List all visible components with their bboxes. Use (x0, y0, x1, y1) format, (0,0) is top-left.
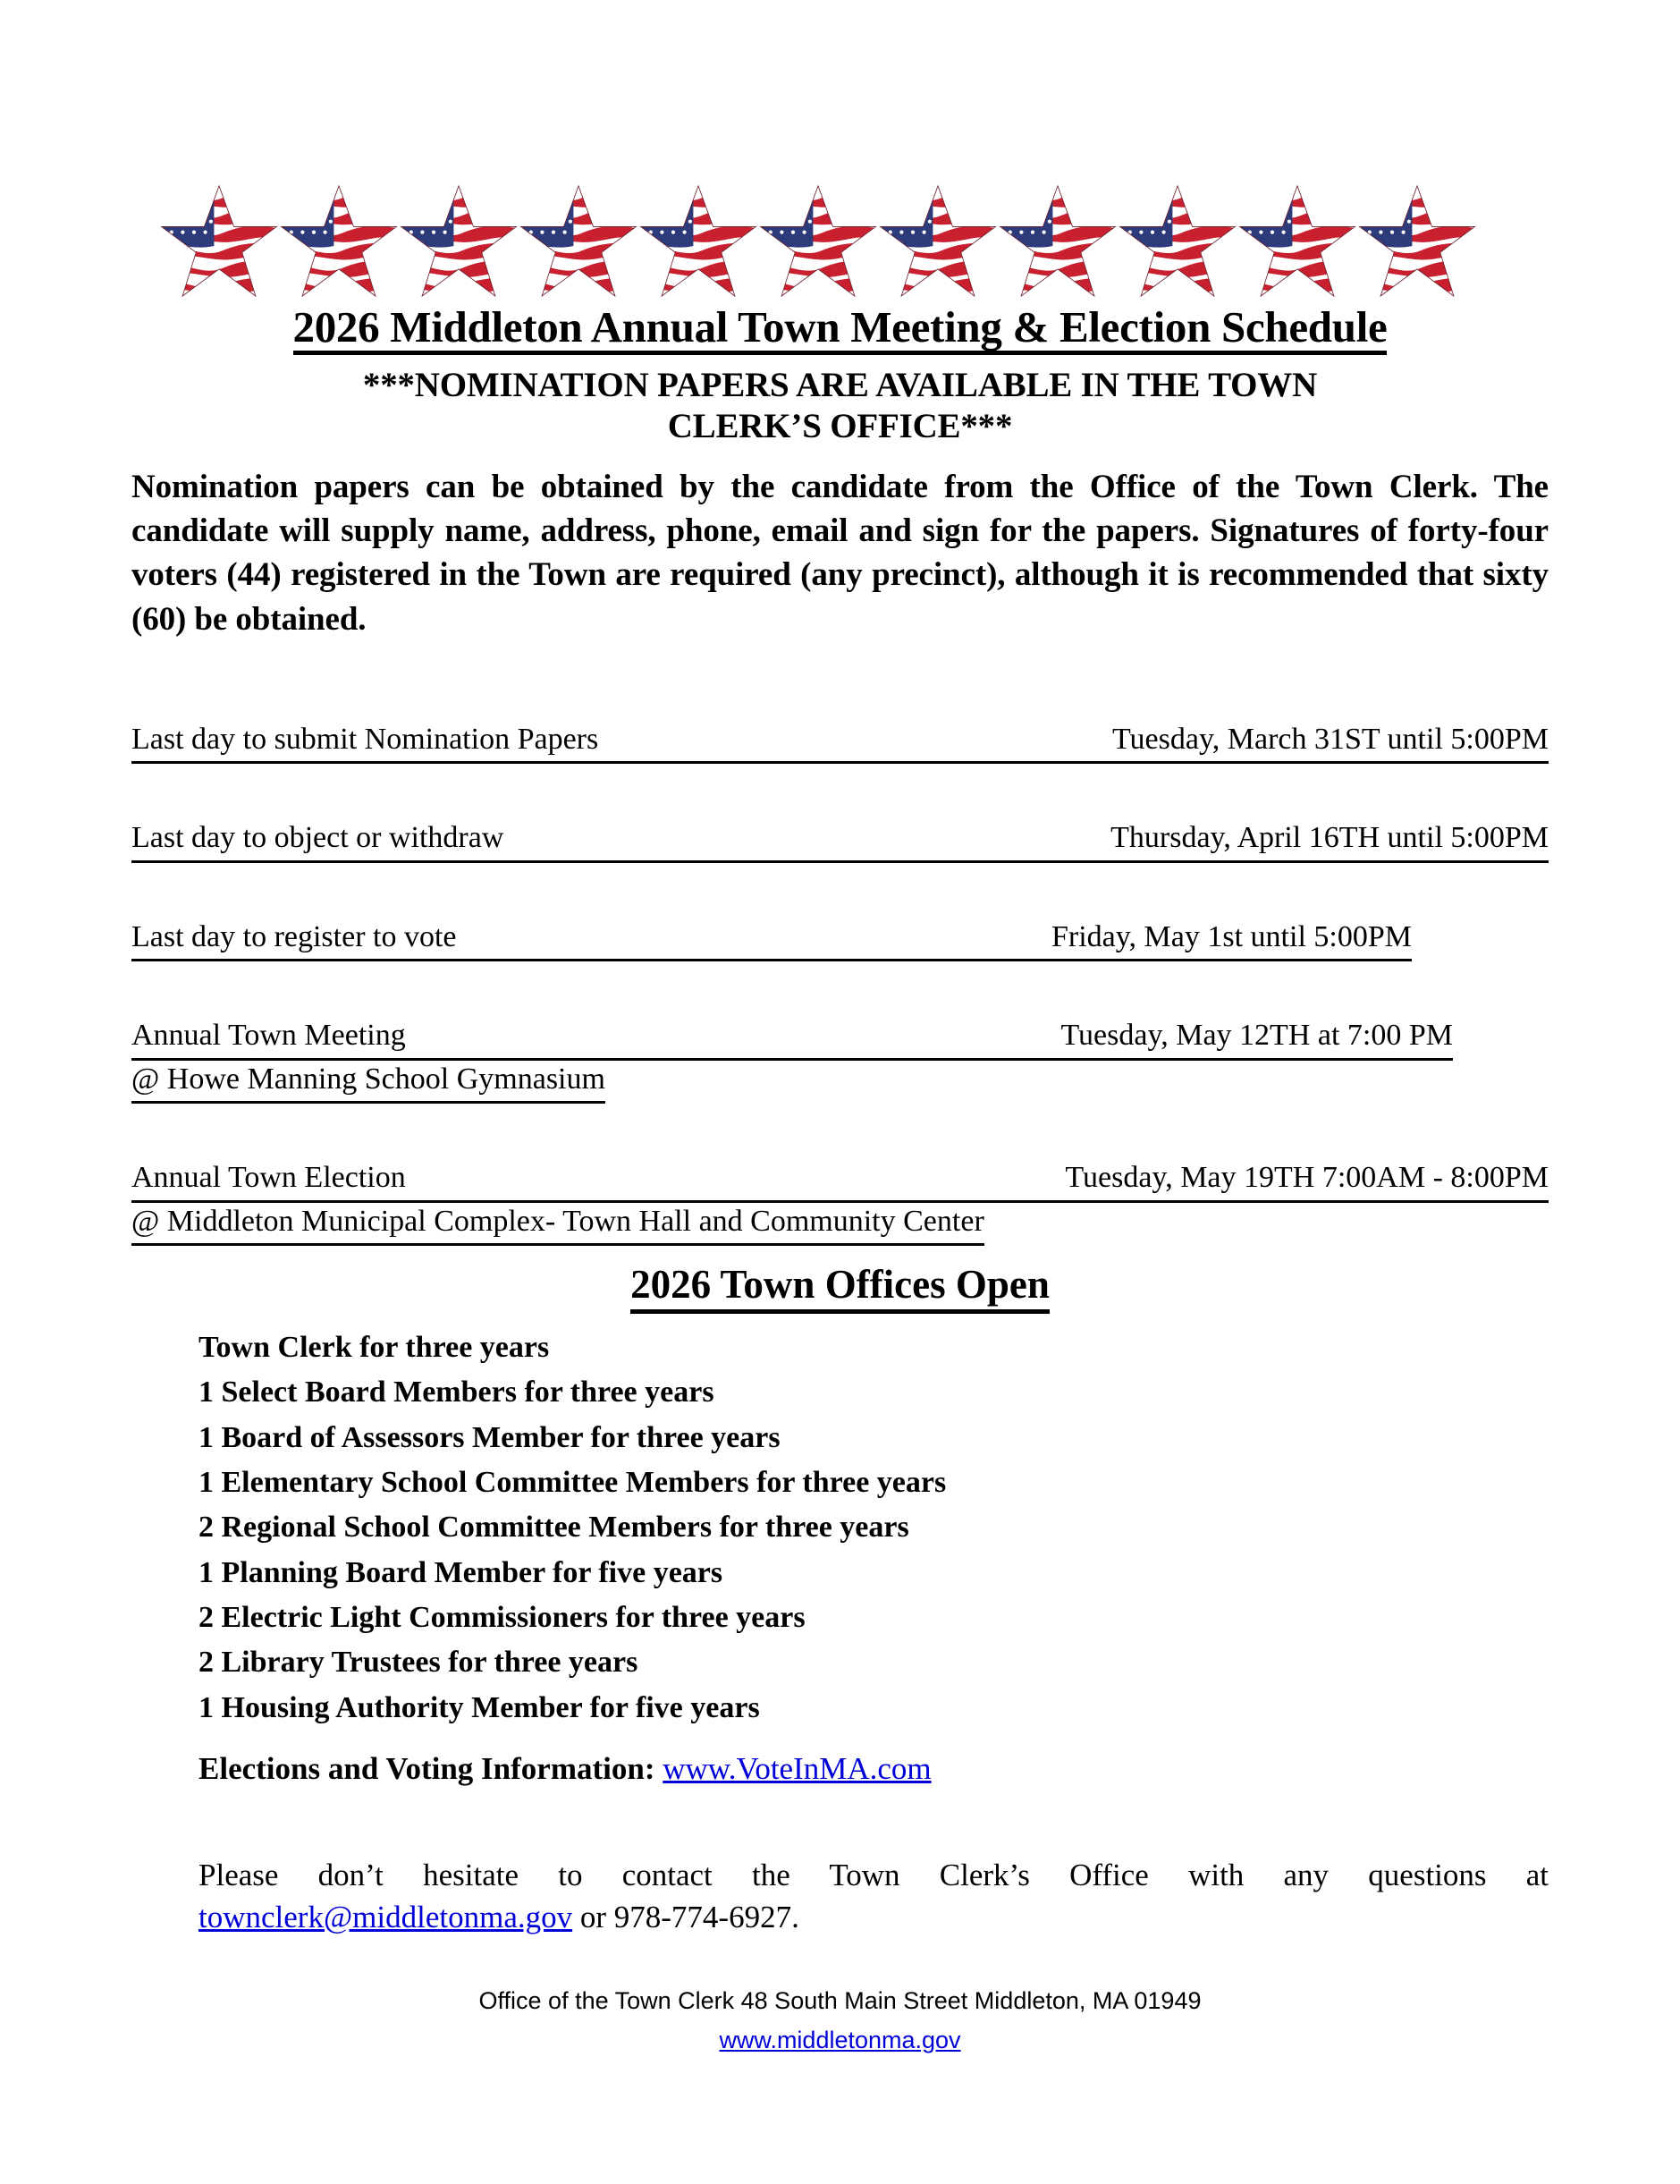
office-list-item: 2 Library Trustees for three years (198, 1646, 638, 1680)
flag-star-banner (156, 183, 1524, 286)
schedule-event-label: Annual Town Election (131, 1161, 406, 1195)
flag-star-icon (756, 183, 881, 302)
schedule-event-label: Last day to object or withdraw (131, 821, 504, 855)
schedule-row-spacer (131, 764, 1549, 819)
flag-star-icon (995, 183, 1120, 302)
flag-star-icon (1355, 183, 1480, 302)
schedule-row (131, 1159, 1549, 1246)
schedule-row-spacer (131, 863, 1549, 918)
office-list-item: 1 Planning Board Member for five years (198, 1555, 723, 1589)
flag-star-icon (636, 183, 761, 302)
schedule-row-spacer (131, 1104, 1549, 1159)
office-list-item: Town Clerk for three years (198, 1331, 550, 1364)
page-title-text: 2026 Middleton Annual Town Meeting & Election Schedule (293, 304, 1388, 355)
contact-paragraph (198, 1855, 1549, 1938)
offices-heading (0, 1261, 1680, 1314)
schedule-event-location: @ Middleton Municipal Complex- Town Hall and Community Center (131, 1203, 984, 1246)
flag-star-icon (1115, 183, 1240, 302)
schedule-row (131, 918, 1549, 961)
middletonma-website-link[interactable]: www.middletonma.gov (719, 2026, 961, 2053)
subtitle (161, 365, 1519, 447)
voting-information-label: Elections and Voting Information: (198, 1751, 655, 1786)
voteinma-link[interactable]: www.VoteInMA.com (663, 1751, 932, 1786)
flag-star-icon (516, 183, 641, 302)
schedule-row (131, 721, 1549, 764)
office-list-item: 1 Select Board Members for three years (198, 1376, 714, 1409)
contact-lead-text: Please don’t hesitate to contact the Town Clerk’s Office with any questions at (198, 1858, 1549, 1892)
flag-star-icon (276, 183, 401, 302)
flag-star-icon (156, 183, 282, 302)
schedule-event-datetime: Tuesday, May 12TH at 7:00 PM (1060, 1019, 1453, 1053)
flag-star-icon (396, 183, 521, 302)
flag-star-icon (875, 183, 1000, 302)
schedule-row-main (131, 819, 1549, 862)
footer (0, 1982, 1680, 2060)
offices-list (198, 1325, 946, 1731)
schedule-event-datetime: Friday, May 1st until 5:00PM (1051, 919, 1412, 953)
schedule-event-datetime: Thursday, April 16TH until 5:00PM (1110, 821, 1549, 855)
schedule-list (131, 721, 1549, 1246)
schedule-row (131, 819, 1549, 862)
subtitle-line-1: ***NOMINATION PAPERS ARE AVAILABLE IN THE TOWN (362, 366, 1318, 404)
schedule-row-spacer (131, 961, 1549, 1017)
office-list-item: 1 Board of Assessors Member for three years (198, 1420, 781, 1454)
schedule-event-label: Last day to register to vote (131, 919, 457, 953)
schedule-event-location: @ Howe Manning School Gymnasium (131, 1061, 605, 1104)
subtitle-line-2: CLERK’S OFFICE*** (667, 407, 1013, 446)
intro-paragraph: Nomination papers can be obtained by the candidate from the Office of the Town Clerk. The candidate will supply name, address, phone, email and sign for the papers. Signatures of forty-four voters (44) registered in the Town are required (any precinct), although it is recommended that sixty (60) be obtained. (131, 469, 1549, 638)
office-list-item: 1 Housing Authority Member for five years (198, 1690, 760, 1724)
schedule-row-main (131, 1017, 1453, 1060)
offices-heading-text: 2026 Town Offices Open (630, 1261, 1050, 1314)
schedule-event-label: Last day to submit Nomination Papers (131, 723, 599, 756)
footer-website-row (0, 2021, 1680, 2061)
schedule-event-label: Annual Town Meeting (131, 1019, 406, 1053)
contact-tail-text: or 978-774-6927. (572, 1899, 799, 1934)
office-list-item: 1 Elementary School Committee Members for three years (198, 1465, 947, 1499)
schedule-event-datetime: Tuesday, March 31ST until 5:00PM (1111, 723, 1549, 756)
townclerk-email-link[interactable]: townclerk@middletonma.gov (198, 1899, 573, 1934)
office-list-item: 2 Regional School Committee Members for three years (198, 1511, 909, 1545)
flag-star-icon (1235, 183, 1360, 302)
schedule-row-main (131, 721, 1549, 764)
schedule-row-main (131, 918, 1412, 961)
schedule-event-datetime: Tuesday, May 19TH 7:00AM - 8:00PM (1065, 1161, 1549, 1195)
page-title (0, 304, 1680, 355)
schedule-row (131, 1017, 1549, 1104)
footer-address: Office of the Town Clerk 48 South Main Street Middleton, MA 01949 (478, 1987, 1202, 2014)
voting-information (198, 1751, 932, 1787)
office-list-item: 2 Electric Light Commissioners for three years (198, 1600, 806, 1634)
schedule-row-main (131, 1159, 1549, 1202)
